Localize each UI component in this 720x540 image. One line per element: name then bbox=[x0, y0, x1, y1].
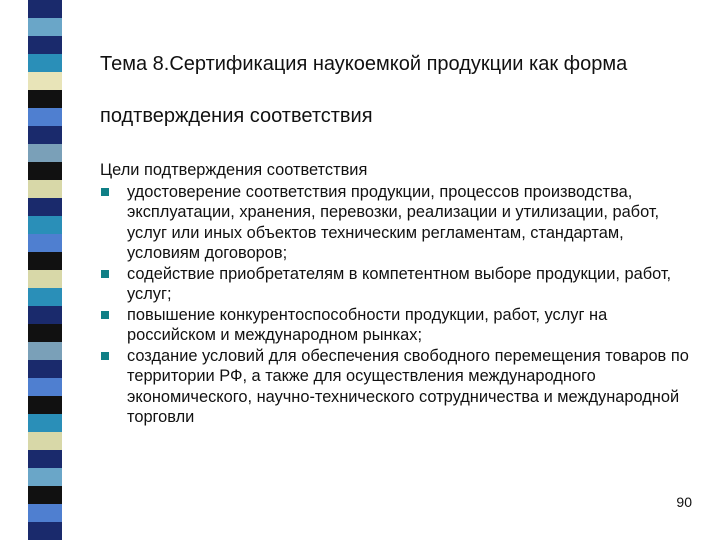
stripe-segment bbox=[28, 90, 62, 108]
square-bullet-icon bbox=[101, 188, 109, 196]
square-bullet-icon bbox=[101, 352, 109, 360]
stripe-segment bbox=[28, 324, 62, 342]
stripe-segment bbox=[28, 468, 62, 486]
stripe-segment bbox=[28, 252, 62, 270]
list-item-text: удостоверение соответствия продукции, процессов производства, эксплуатации, хранения, перевозки, реализации и утилизации, работ, услуг или иных объектов техническим регламентам, стандартам, условиям договоров; bbox=[127, 182, 660, 262]
stripe-segment bbox=[28, 486, 62, 504]
square-bullet-icon bbox=[101, 270, 109, 278]
stripe-segment bbox=[28, 180, 62, 198]
stripe-segment bbox=[28, 216, 62, 234]
stripe-segment bbox=[28, 504, 62, 522]
stripe-segment bbox=[28, 198, 62, 216]
stripe-segment bbox=[28, 36, 62, 54]
stripe-segment bbox=[28, 522, 62, 540]
stripe-segment bbox=[28, 126, 62, 144]
list-item bbox=[100, 264, 690, 305]
slide-body bbox=[100, 160, 690, 428]
list-item-text: создание условий для обеспечения свободного перемещения товаров по территории РФ, а также для осуществления международного экономического, научно-технического сотрудничества и международной торговли bbox=[127, 346, 689, 426]
stripe-segment bbox=[28, 54, 62, 72]
stripe-segment bbox=[28, 432, 62, 450]
stripe-segment bbox=[28, 108, 62, 126]
stripe-segment bbox=[28, 288, 62, 306]
stripe-segment bbox=[28, 360, 62, 378]
list-item-text: содействие приобретателям в компетентном выборе продукции, работ, услуг; bbox=[127, 264, 672, 303]
list-item-text: повышение конкурентоспособности продукции, работ, услуг на российском и международном рынках; bbox=[127, 305, 608, 344]
stripe-segment bbox=[28, 0, 62, 18]
slide-title: Тема 8.Сертификация наукоемкой продукции как форма подтверждения соответствия bbox=[100, 53, 628, 127]
page-number: 90 bbox=[676, 494, 692, 510]
stripe-segment bbox=[28, 450, 62, 468]
list-item bbox=[100, 346, 690, 428]
square-bullet-icon bbox=[101, 311, 109, 319]
decorative-stripe-bar bbox=[28, 0, 62, 540]
stripe-segment bbox=[28, 144, 62, 162]
goals-list bbox=[100, 182, 690, 428]
list-item bbox=[100, 182, 690, 264]
list-item bbox=[100, 305, 690, 346]
stripe-segment bbox=[28, 414, 62, 432]
stripe-segment bbox=[28, 18, 62, 36]
section-heading: Цели подтверждения соответствия bbox=[100, 161, 368, 179]
stripe-segment bbox=[28, 234, 62, 252]
stripe-segment bbox=[28, 342, 62, 360]
stripe-segment bbox=[28, 270, 62, 288]
stripe-segment bbox=[28, 72, 62, 90]
stripe-segment bbox=[28, 396, 62, 414]
stripe-segment bbox=[28, 306, 62, 324]
stripe-segment bbox=[28, 378, 62, 396]
stripe-segment bbox=[28, 162, 62, 180]
